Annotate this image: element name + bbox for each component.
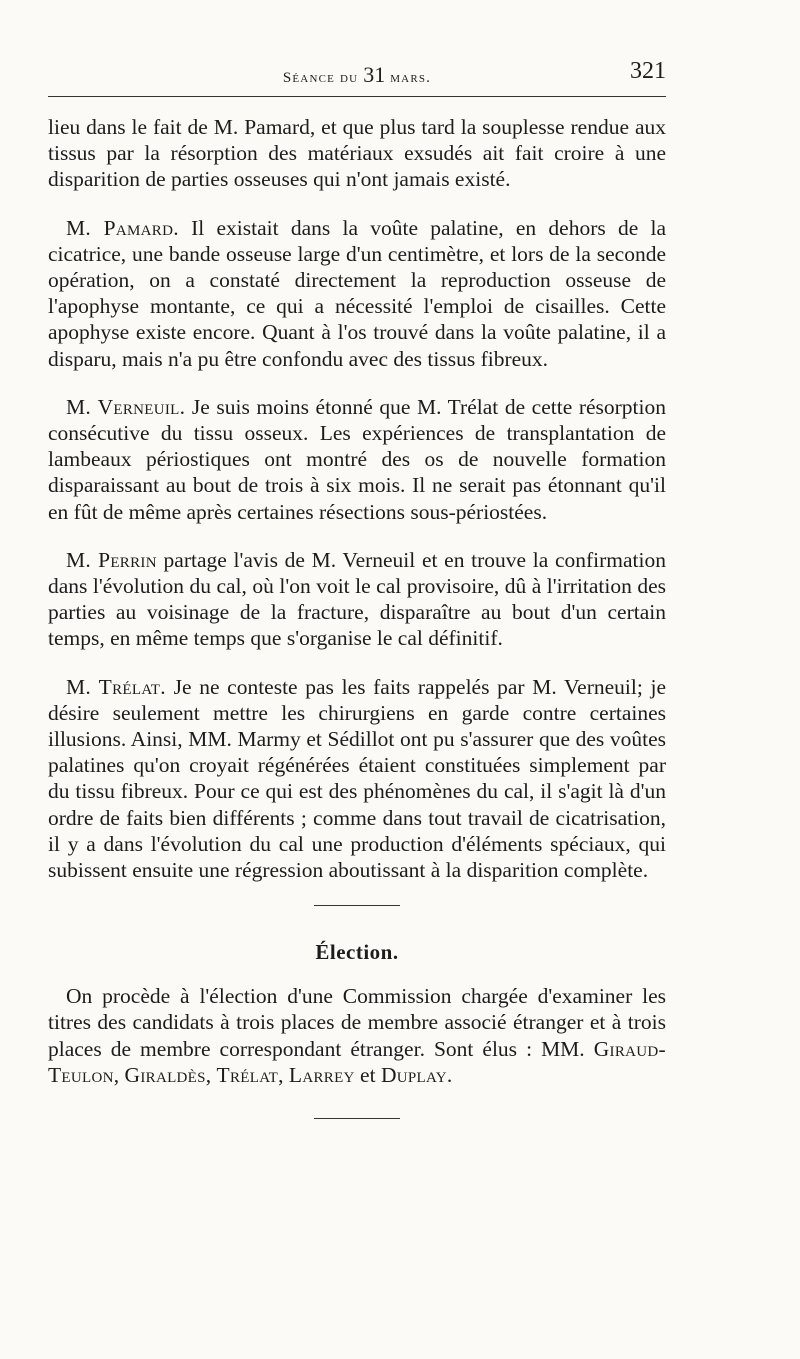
speaker-pamard: M. Pamard.	[66, 215, 179, 240]
name-separator: ,	[113, 1062, 125, 1087]
elected-name: Larrey	[288, 1062, 355, 1087]
paragraph-perrin-text: partage l'avis de M. Verneuil et en trouve la confirmation dans l'évolution du cal, où l'on voit le cal provisoire, dû à l'irritation des parties au voisinage de la fracture, disparaître au bout d'un certain temps, en même temps que s'organise le cal définitif.	[48, 547, 666, 651]
elected-name: Giraldès	[124, 1062, 206, 1087]
name-separator: ,	[205, 1062, 217, 1087]
speaker-trelat: M. Trélat.	[66, 674, 166, 699]
separator-rule-bottom	[314, 1118, 400, 1119]
paragraph-verneuil	[48, 394, 666, 525]
header-rule	[48, 96, 666, 97]
name-separator: ,	[278, 1062, 289, 1087]
election-text: On procède à l'élection d'une Commission chargée d'examiner les titres des candidats à trois places de membre associé étranger et à trois places de membre correspondant étranger. Sont élus : MM.	[48, 984, 666, 1061]
page-header	[48, 58, 666, 88]
elected-name: Trélat	[216, 1062, 279, 1087]
elected-name: Duplay	[380, 1062, 447, 1087]
running-title-post: mars.	[385, 70, 432, 86]
running-title	[48, 62, 666, 88]
elected-name: Giraud-Teulon	[48, 1036, 666, 1087]
page-number: 321	[630, 58, 666, 84]
section-title: Élection.	[315, 940, 399, 965]
body-text	[48, 114, 666, 1119]
running-title-pre: Séance du	[282, 70, 364, 86]
speaker-verneuil: M. Verneuil.	[66, 394, 186, 419]
paragraph-trelat-text: Je ne conteste pas les faits rappelés par M. Verneuil; je désire seulement mettre les chirurgiens en garde contre certaines illusions. Ainsi, MM. Marmy et Sédillot ont pu s'assurer que des voûtes palatines qu'on croyait régénérées étaient constituées simplement par du tissu fibreux. Pour ce qui est des phénomènes du cal, il s'agit là d'un ordre de faits bien différents ; comme dans tout travail de cicatrisation, il y a dans l'évolution du cal une production d'éléments spéciaux, qui subissent ensuite une régression aboutissant à la disparition complète.	[48, 674, 666, 883]
separator-rule	[314, 905, 400, 906]
name-separator: et	[354, 1062, 381, 1087]
paragraph-election	[48, 983, 666, 1088]
paragraph-pamard	[48, 215, 666, 372]
paragraph-perrin	[48, 547, 666, 652]
paragraph-verneuil-text: Je suis moins étonné que M. Trélat de cette résorption consécutive du tissu osseux. Les expériences de transplantation de lambeaux périostiques ont montré des os de nouvelle formation disparaissant au bout de trois à six mois. Il ne serait pas étonnant qu'il en fût de même après certaines résections sous-périostées.	[48, 394, 666, 524]
paragraph-pamard-text: Il existait dans la voûte palatine, en dehors de la cicatrice, une bande osseuse large d'un centimètre, et lors de la seconde opération, on a constaté directement la reproduction osseuse de l'apophyse montante, ce qui a nécessité l'emploi de cisailles. Cette apophyse existe encore. Quant à l'os trouvé dans la voûte palatine, il a disparu, mais n'a pu être confondu avec des tissus fibreux.	[48, 215, 667, 371]
name-end: .	[446, 1062, 453, 1087]
speaker-perrin: M. Perrin	[66, 547, 157, 572]
paragraph-trelat	[48, 674, 666, 884]
running-title-day: 31	[363, 62, 386, 87]
paragraph-continuation: lieu dans le fait de M. Pamard, et que plus tard la souplesse rendue aux tissus par la résorption des matériaux exsudés ait fait croire à une disparition de parties osseuses qui n'ont jamais existé.	[48, 115, 666, 192]
